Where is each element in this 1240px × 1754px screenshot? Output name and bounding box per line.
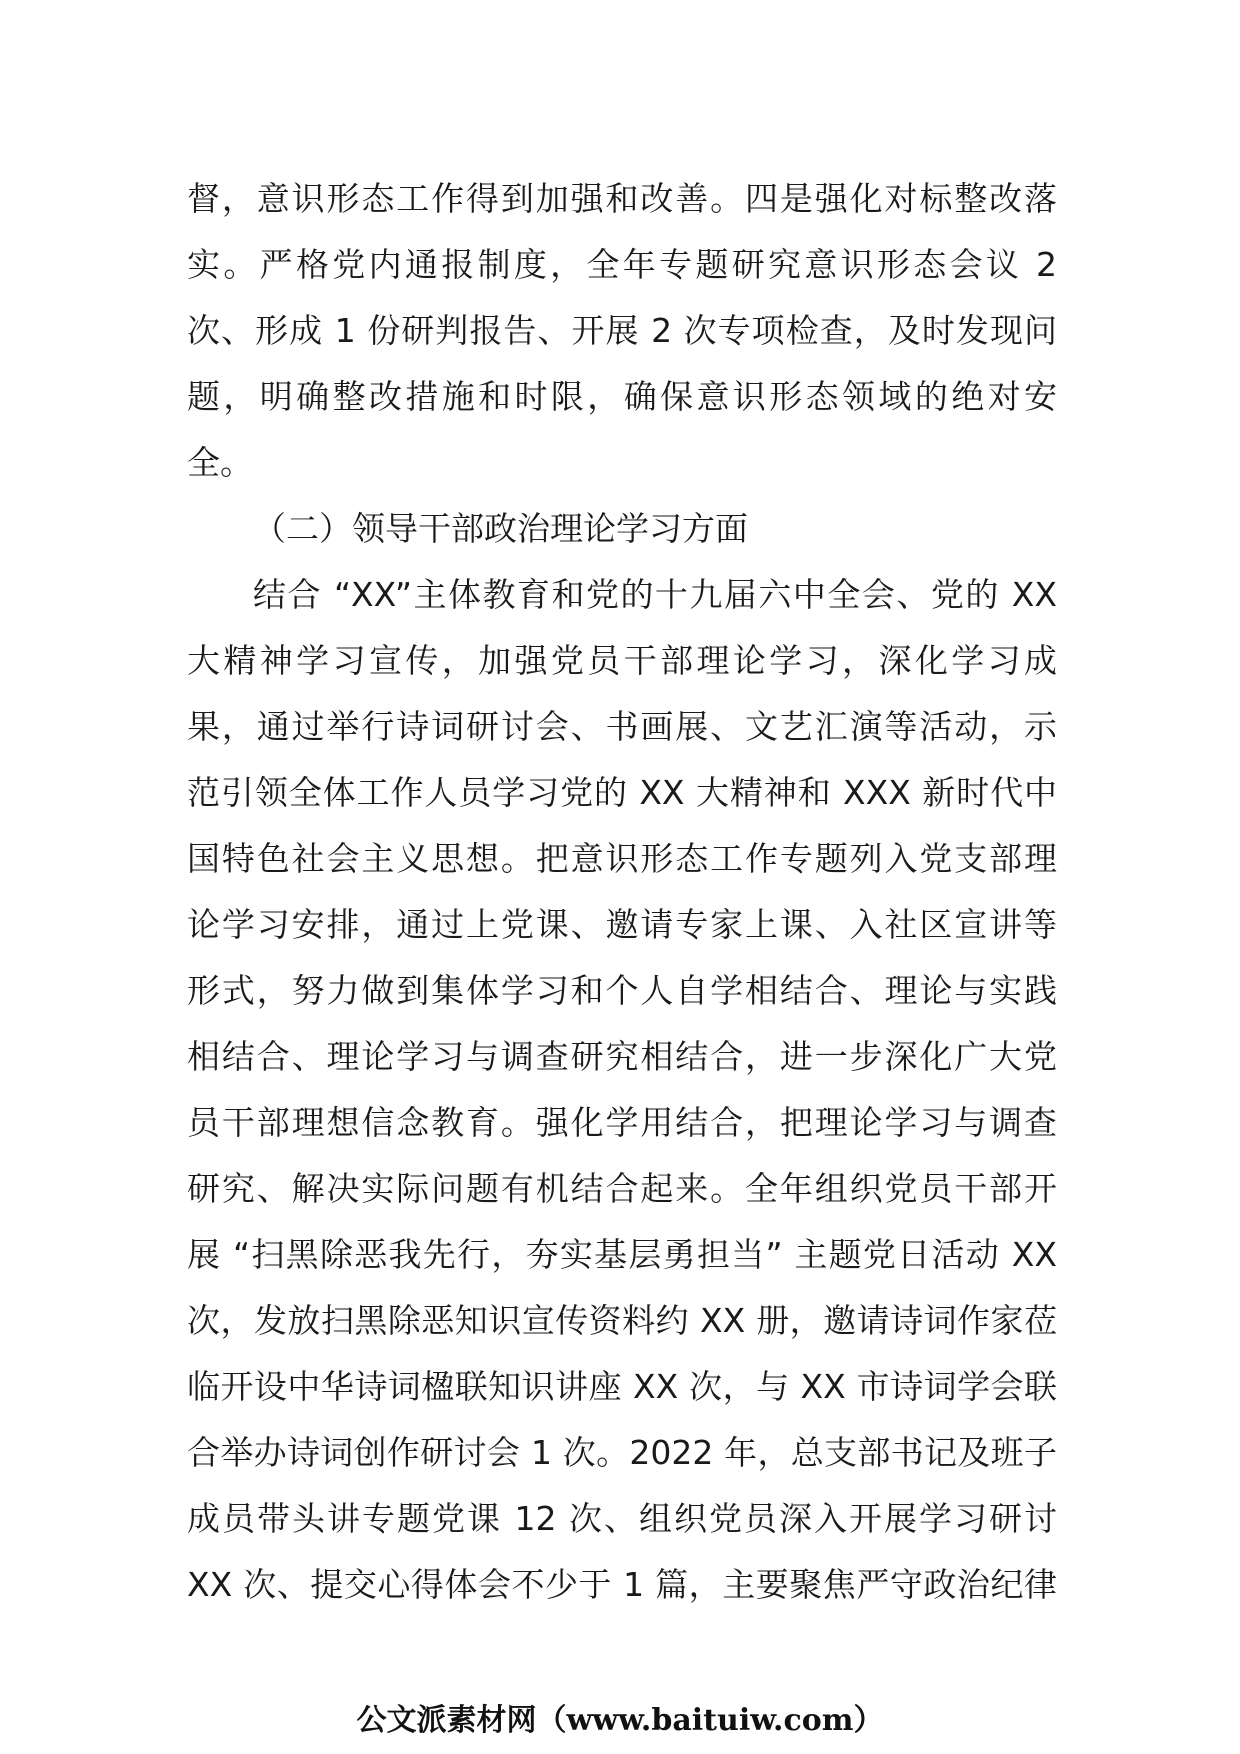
paragraph-line: 员干部理想信念教育。强化学用结合，把理论学习与调查 xyxy=(187,1103,1057,1142)
paragraph-line: 实。严格党内通报制度，全年专题研究意识形态会议 2 xyxy=(187,245,1057,284)
paragraph-line: 临开设中华诗词楹联知识讲座 XX 次，与 XX 市诗词学会联 xyxy=(187,1367,1057,1406)
paragraph-line: 大精神学习宣传，加强党员干部理论学习，深化学习成 xyxy=(187,641,1057,680)
paragraph-line: 督，意识形态工作得到加强和改善。四是强化对标整改落 xyxy=(187,179,1057,218)
paragraph-line: 相结合、理论学习与调查研究相结合，进一步深化广大党 xyxy=(187,1037,1057,1076)
paragraph-line: 次、形成 1 份研判报告、开展 2 次专项检查，及时发现问 xyxy=(187,311,1057,350)
paragraph-line: 结合 “XX”主体教育和党的十九届六中全会、党的 XX xyxy=(253,575,1057,614)
paragraph-line: 题，明确整改措施和时限，确保意识形态领域的绝对安 xyxy=(187,377,1057,416)
paragraph-line: 国特色社会主义思想。把意识形态工作专题列入党支部理 xyxy=(187,839,1057,878)
paragraph-line: 论学习安排，通过上党课、邀请专家上课、入社区宣讲等 xyxy=(187,905,1057,944)
paragraph-line: 果，通过举行诗词研讨会、书画展、文艺汇演等活动，示 xyxy=(187,707,1057,746)
paragraph-line: 形式，努力做到集体学习和个人自学相结合、理论与实践 xyxy=(187,971,1057,1010)
paragraph-line: 合举办诗词创作研讨会 1 次。2022 年，总支部书记及班子 xyxy=(187,1433,1057,1472)
paragraph-line: 范引领全体工作人员学习党的 XX 大精神和 XXX 新时代中 xyxy=(187,773,1057,812)
footer-watermark: 公文派素材网（www.baituiw.com） xyxy=(356,1703,884,1738)
paragraph-line: 研究、解决实际问题有机结合起来。全年组织党员干部开 xyxy=(187,1169,1057,1208)
paragraph-line: 展 “扫黑除恶我先行，夯实基层勇担当” 主题党日活动 XX xyxy=(187,1235,1057,1274)
section-heading: （二）领导干部政治理论学习方面 xyxy=(253,509,748,548)
body-text xyxy=(187,166,1057,1618)
paragraph-line: 次，发放扫黑除恶知识宣传资料约 XX 册，邀请诗词作家莅 xyxy=(187,1301,1057,1340)
paragraph-line: 全。 xyxy=(187,443,253,482)
paragraph-line: XX 次、提交心得体会不少于 1 篇，主要聚焦严守政治纪律 xyxy=(187,1565,1057,1604)
paragraph-line: 成员带头讲专题党课 12 次、组织党员深入开展学习研讨 xyxy=(187,1499,1057,1538)
